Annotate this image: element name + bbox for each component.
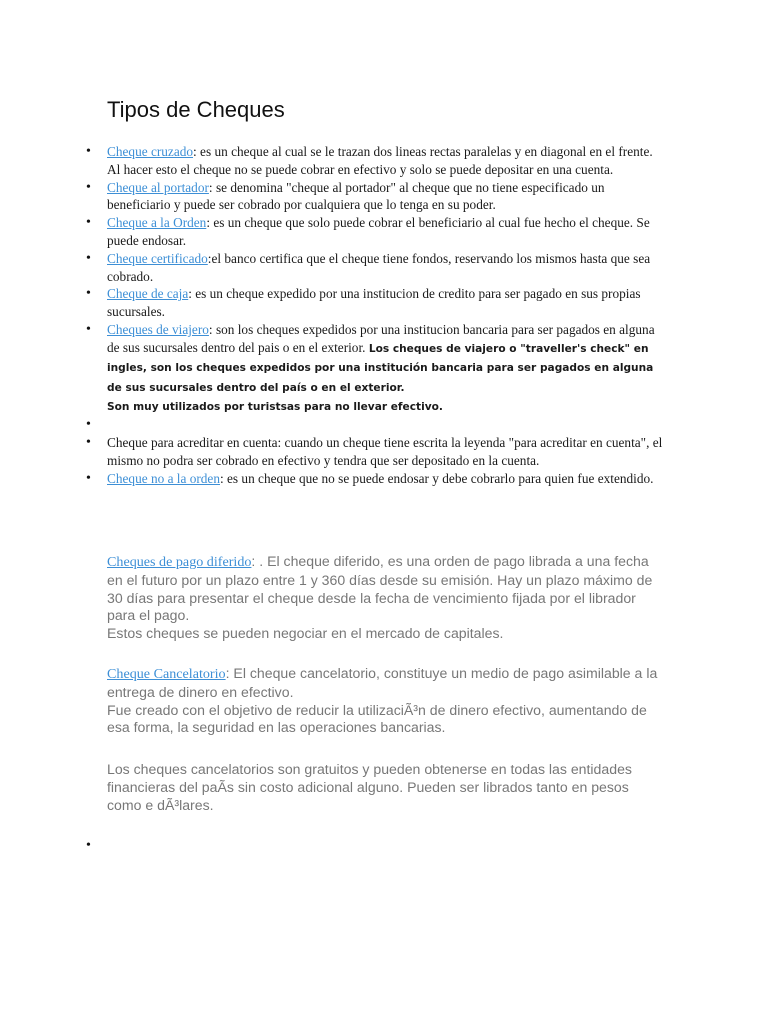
item-text: Cheque para acreditar en cuenta: cuando un cheque tiene escrita la leyenda "para acreditar en cuenta", el mismo no podra ser cobrado en efectivo y tendra que ser depositado en la cuenta. — [107, 435, 663, 468]
empty-list-item — [0, 416, 768, 434]
link-cheques-de-viajero[interactable]: Cheques de viajero — [107, 321, 209, 337]
paragraph-text: : . El cheque diferido, es una orden de pago librada a una fecha en el futuro por un plazo entre 1 y 360 días desde su emisión. Hay un plazo máximo de 30 días para presentar el cheque desde la fecha de vencimiento fijada por el librador para el pago. — [107, 553, 653, 624]
list-item — [0, 250, 768, 286]
paragraph-text: Los cheques cancelatorios son gratuitos y pueden obtenerse en todas las entidades financieras del paÃs sin costo adicional alguno. Pueden ser librados tanto en pesos como e dÃ³lares. — [107, 761, 632, 813]
link-cheque-al-portador[interactable]: Cheque al portador — [107, 179, 209, 195]
cheque-types-list — [0, 143, 768, 488]
list-item — [0, 179, 768, 215]
paragraph-text: Fue creado con el objetivo de reducir la utilizaciÃ³n de dinero efectivo, aumentando de esa forma, la seguridad en las operaciones bancarias. — [107, 701, 647, 736]
item-text: : se denomina "cheque al portador" al cheque que no tiene especificado un beneficiario y puede ser cobrado por cualquiera que lo tenga en su poder. — [107, 179, 605, 213]
bold-note: Los cheques de viajero o "traveller's check" en ingles, son los cheques expedidos por una institución bancaria para ser pagados en alguna de sus sucursales dentro del país o en el exterior. — [107, 342, 654, 394]
link-cheques-de-pago-diferido[interactable]: Cheques de pago diferido — [107, 554, 252, 570]
link-cheque-certificado[interactable]: Cheque certificado — [107, 250, 208, 266]
item-text: : es un cheque al cual se le trazan dos lineas rectas paralelas y en diagonal en el frente. Al hacer esto el cheque no se puede cobrar en efectivo y solo se puede depositar en una cuenta. — [107, 144, 653, 177]
list-item — [0, 214, 768, 250]
link-cheque-a-la-orden[interactable]: Cheque a la Orden — [107, 215, 207, 231]
item-text: :el banco certifica que el cheque tiene fondos, reservando los mismos hasta que sea cobrado. — [107, 250, 651, 284]
paragraph-diferido — [107, 553, 667, 643]
item-text: : es un cheque expedido por una institucion de credito para ser pagado en sus propias sucursales. — [107, 286, 641, 320]
bold-note: Son muy utilizados por turistsas para no llevar efectivo. — [107, 400, 443, 413]
list-item — [0, 285, 768, 321]
paragraph-text: : El cheque cancelatorio, constituye un medio de pago asimilable a la entrega de dinero en efectivo. — [107, 665, 658, 700]
paragraph-text: Estos cheques se pueden negociar en el mercado de capitales. — [107, 625, 504, 642]
link-cheque-de-caja[interactable]: Cheque de caja — [107, 286, 189, 302]
paragraph-gratuitos — [107, 761, 667, 814]
list-item — [0, 143, 768, 179]
item-text: : es un cheque que solo puede cobrar el beneficiario al cual fue hecho el cheque. Se puede endosar. — [107, 215, 650, 248]
page-title: Tipos de Cheques — [107, 97, 285, 122]
link-cheque-cruzado[interactable]: Cheque cruzado — [107, 144, 194, 159]
item-text: : son los cheques expedidos por una institucion bancaria para ser pagados en alguna de sus sucursales dentro del pais o en el exterior. — [107, 321, 655, 355]
list-item — [0, 470, 768, 488]
list-item — [0, 434, 768, 470]
paragraph-cancelatorio — [107, 665, 667, 737]
link-cheque-cancelatorio[interactable]: Cheque Cancelatorio — [107, 666, 226, 682]
link-cheque-no-a-la-orden[interactable]: Cheque no a la orden — [107, 470, 220, 486]
list-item — [0, 321, 768, 416]
item-text: : es un cheque que no se puede endosar y debe cobrarlo para quien fue extendido. — [220, 470, 654, 486]
empty-bullet: • — [86, 838, 91, 853]
